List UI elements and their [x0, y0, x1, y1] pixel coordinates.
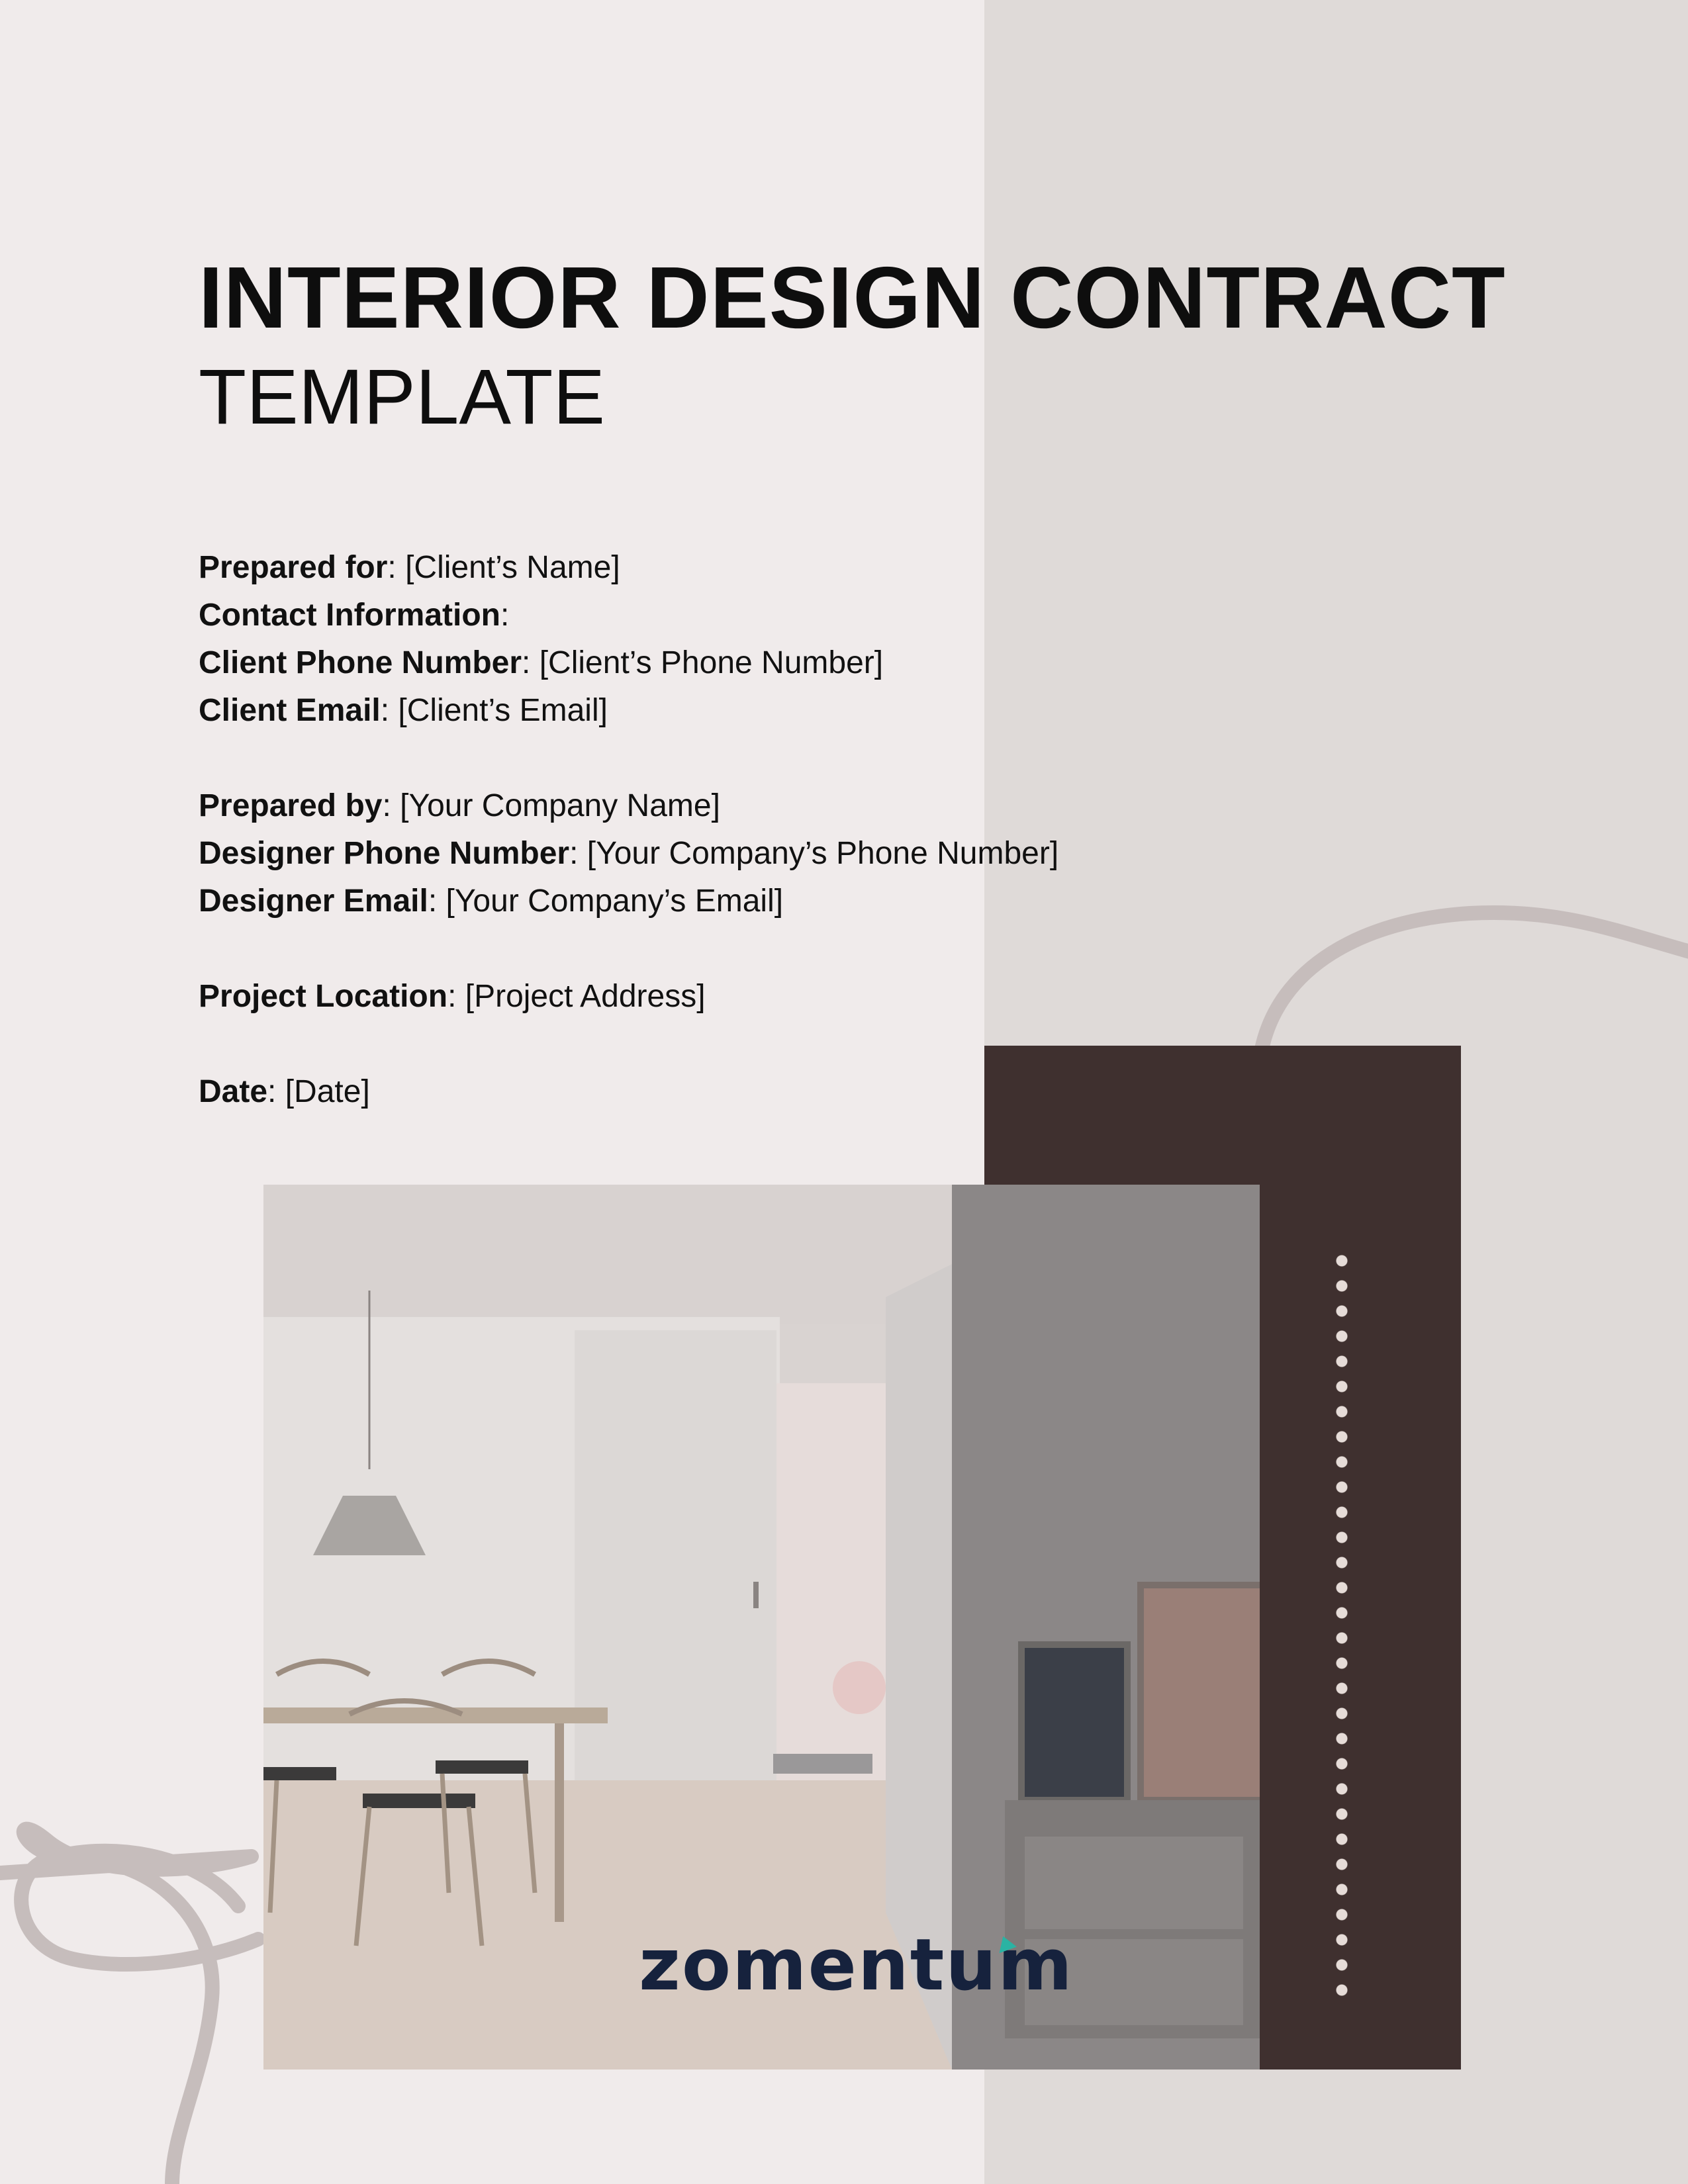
top-right-curve [1261, 913, 1688, 1052]
prepared-for-line [199, 544, 1058, 592]
client-phone-label: Client Phone Number [199, 645, 522, 680]
prepared-by-label: Prepared by [199, 788, 383, 823]
designer-phone-value: : [Your Company’s Phone Number] [569, 836, 1059, 871]
dotted-line-decoration [1335, 1248, 1348, 2009]
client-email-label: Client Email [199, 693, 381, 728]
client-phone-value: : [Client’s Phone Number] [522, 645, 884, 680]
prepared-for-label: Prepared for [199, 550, 388, 585]
prepared-by-value: : [Your Company Name] [382, 788, 720, 823]
date-value: : [Date] [267, 1074, 370, 1109]
project-location-value: : [Project Address] [447, 979, 706, 1014]
prepared-by-line [199, 782, 1058, 830]
document-subtitle: TEMPLATE [199, 353, 606, 441]
zomentum-logo: zomentum [639, 1924, 1074, 2007]
contact-information-label: Contact Information [199, 598, 500, 633]
client-phone-line [199, 639, 1058, 687]
project-location-label: Project Location [199, 979, 448, 1014]
date-label: Date [199, 1074, 268, 1109]
contract-info-block [199, 544, 1058, 1116]
designer-email-label: Designer Email [199, 884, 428, 919]
prepared-for-value: : [Client’s Name] [387, 550, 620, 585]
designer-email-value: : [Your Company’s Email] [428, 884, 784, 919]
contact-information-line [199, 592, 1058, 639]
designer-phone-line [199, 830, 1058, 878]
contact-information-value: : [500, 598, 510, 633]
designer-phone-label: Designer Phone Number [199, 836, 570, 871]
project-location-line [199, 973, 1058, 1021]
document-title: INTERIOR DESIGN CONTRACT [199, 249, 1506, 346]
designer-email-line [199, 878, 1058, 925]
client-email-value: : [Client’s Email] [380, 693, 608, 728]
client-email-line [199, 687, 1058, 735]
date-line [199, 1068, 1058, 1116]
